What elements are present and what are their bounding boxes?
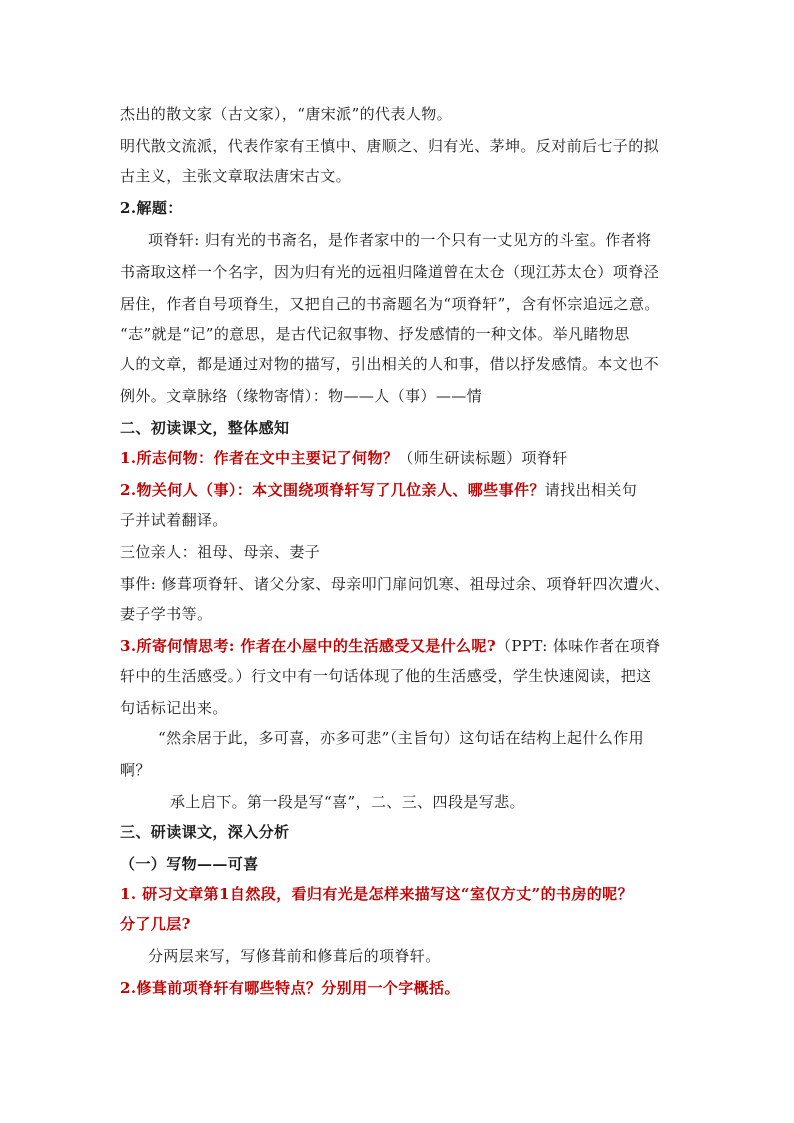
section-heading: 三、研读课文，深入分析 bbox=[120, 823, 290, 841]
text-line: 分两层来写，写修葺前和修葺后的项脊轩。 bbox=[148, 947, 441, 965]
question-rest-text: （PPT: 体味作者在项脊 bbox=[496, 637, 661, 655]
question-text: 3.所寄何情思考: 作者在小屋中的生活感受又是什么呢? bbox=[120, 637, 497, 655]
text-line: 妻子学书等。 bbox=[120, 605, 213, 623]
question-text: 2.修葺前项脊轩有哪些特点？分别用一个字概括。 bbox=[120, 979, 460, 997]
text-line: 人的文章，都是通过对物的描写，引出相关的人和事，借以抒发感情。本文也不 bbox=[120, 355, 660, 373]
question-rest-text: 请找出相关句 bbox=[544, 481, 638, 499]
text-line: “然余居于此，多可喜，亦多可悲”（主旨句）这句话在结构上起什么作用 bbox=[158, 729, 645, 747]
question-line bbox=[120, 636, 661, 656]
text-line: 子并试着翻译。 bbox=[120, 511, 228, 529]
answer-text: （师生研读标题）项脊轩 bbox=[398, 449, 568, 467]
text-line: 古主义，主张文章取法唐宋古文。 bbox=[120, 167, 352, 185]
text-line: 句话标记出来。 bbox=[120, 699, 228, 717]
text-line: 明代散文流派，代表作家有王慎中、唐顺之、归有光、茅坤。反对前后七子的拟 bbox=[120, 137, 660, 155]
text-line: 书斋取这样一个名字，因为归有光的远祖归隆道曾在太仓（现江苏太仓）项脊泾 bbox=[120, 263, 660, 281]
text-line: 例外。文章脉络（缘物寄情）：物——人（事）——情 bbox=[120, 387, 483, 405]
question-text: 1. 研习文章第1自然段，看归有光是怎样来描写这“室仅方丈”的书房的呢？ bbox=[120, 885, 633, 903]
text-line: 承上启下。第一段是写“喜”，二、三、四段是写悲。 bbox=[170, 793, 525, 811]
section-heading: 2.解题： bbox=[120, 199, 183, 217]
text-line: 项脊轩: 归有光的书斋名，是作者家中的一个只有一丈见方的斗室。作者将 bbox=[148, 231, 652, 249]
text-line: 杰出的散文家（古文家），“唐宋派”的代表人物。 bbox=[120, 105, 453, 123]
question-text: 1.所志何物：作者在文中主要记了何物？ bbox=[120, 449, 399, 467]
question-line bbox=[120, 448, 568, 468]
text-line: 居住，作者自号项脊生，又把自己的书斋题名为“项脊轩”，含有怀宗追远之意。 bbox=[120, 295, 660, 313]
question-line bbox=[120, 480, 637, 500]
subsection-heading: （一）写物——可喜 bbox=[120, 855, 259, 873]
text-line: 轩中的生活感受。）行文中有一句话体现了他的生活感受，学生快速阅读，把这 bbox=[120, 667, 652, 685]
text-line: 三位亲人：祖母、母亲、妻子 bbox=[120, 543, 321, 561]
question-text: 分了几层? bbox=[120, 915, 191, 933]
section-heading: 二、初读课文，整体感知 bbox=[120, 419, 290, 437]
question-text: 2.物关何人（事）：本文围绕项脊轩写了几位亲人、哪些事件？ bbox=[120, 481, 545, 499]
text-line: “志”就是“记”的意思，是古代记叙事物、抒发感情的一种文体。举凡睹物思 bbox=[120, 325, 630, 343]
text-line: 事件: 修葺项脊轩、诸父分家、母亲叩门扉问饥寒、祖母过余、项脊轩四次遭火、 bbox=[120, 575, 670, 593]
text-line: 啊？ bbox=[120, 761, 151, 779]
